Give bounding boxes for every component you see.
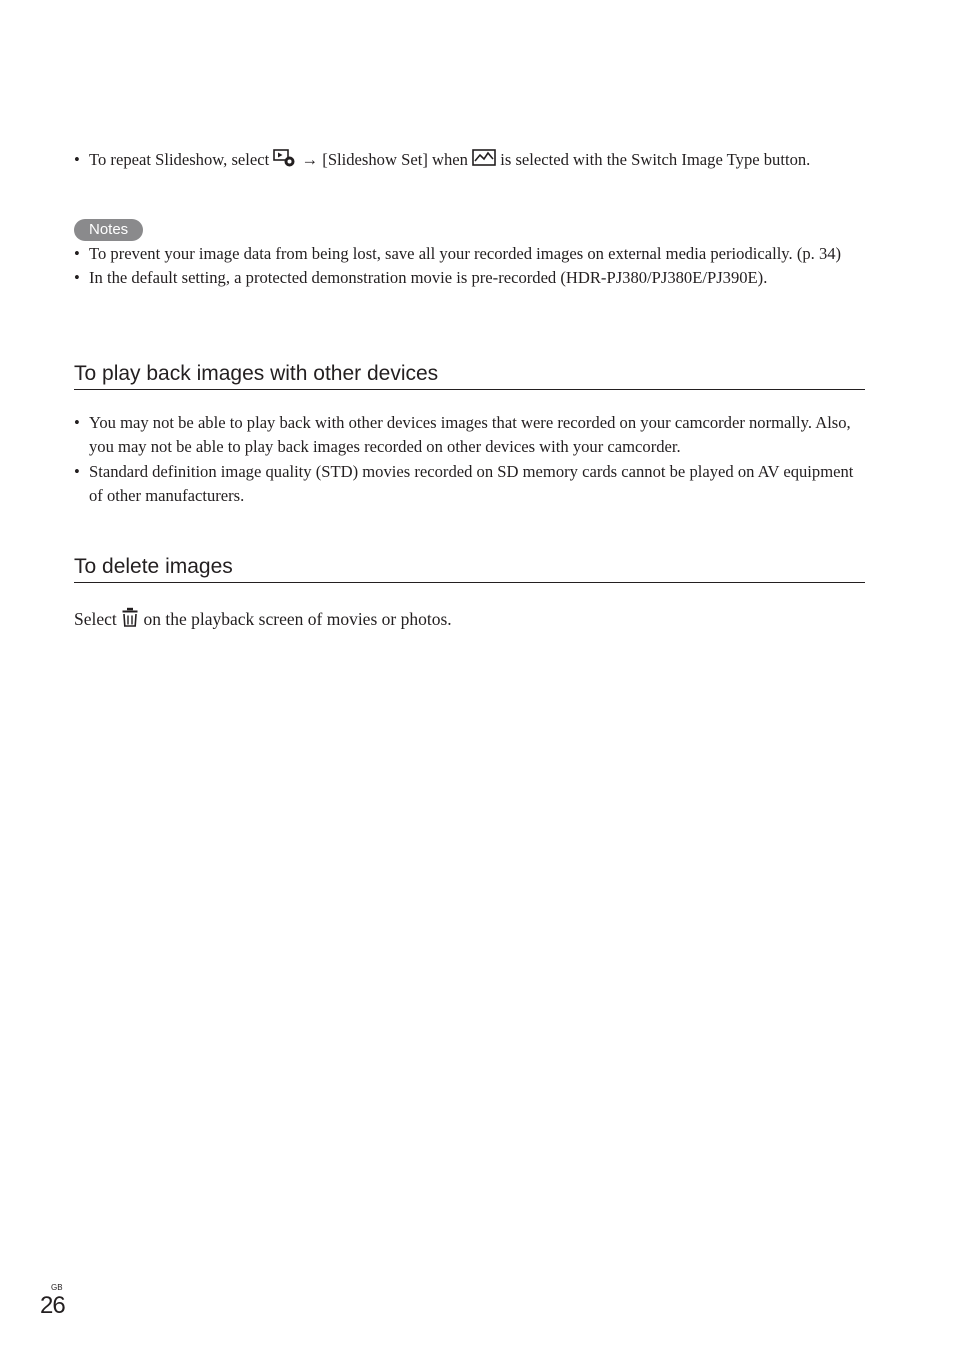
other-devices-item: • Standard definition image quality (STD) movies recorded on SD memory cards cannot be played on AV equipment of other manufacturers. (74, 460, 865, 509)
page-footer (40, 1283, 65, 1319)
slideshow-tip-text-1: To repeat Slideshow, select (89, 150, 274, 169)
note-item: • To prevent your image data from being lost, save all your recorded images on external media periodically. (p. 34) (74, 242, 865, 266)
section-heading-delete-images: To delete images (74, 553, 865, 583)
arrow-glyph: → (301, 150, 319, 169)
page-number: 26 (40, 1292, 65, 1319)
other-devices-item: • You may not be able to play back with other devices images that were recorded on your camcorder normally. Also, you may not be able to play back images recorded on other devices with your camcorder. (74, 411, 865, 460)
trash-icon (121, 607, 139, 633)
notes-list (74, 242, 865, 291)
photo-image-type-icon (472, 149, 496, 174)
slideshow-tip-text-3: is selected with the Switch Image Type button. (496, 150, 811, 169)
delete-instruction-text-2: on the playback screen of movies or photos. (139, 609, 452, 629)
section-heading-other-devices: To play back images with other devices (74, 360, 865, 390)
delete-instruction-text-1: Select (74, 609, 122, 629)
slideshow-settings-icon (273, 149, 297, 174)
slideshow-tip-text-2: [Slideshow Set] when (318, 150, 473, 169)
slideshow-tip (74, 148, 834, 174)
delete-instruction (74, 607, 865, 633)
notes-badge-wrap (74, 219, 143, 241)
note-item: • In the default setting, a protected demonstration movie is pre-recorded (HDR-PJ380/PJ380E/PJ390E). (74, 266, 865, 290)
slideshow-tip-list (74, 148, 834, 174)
notes-badge: Notes (74, 219, 143, 241)
other-devices-list (74, 411, 865, 509)
region-code: GB (51, 1283, 63, 1292)
